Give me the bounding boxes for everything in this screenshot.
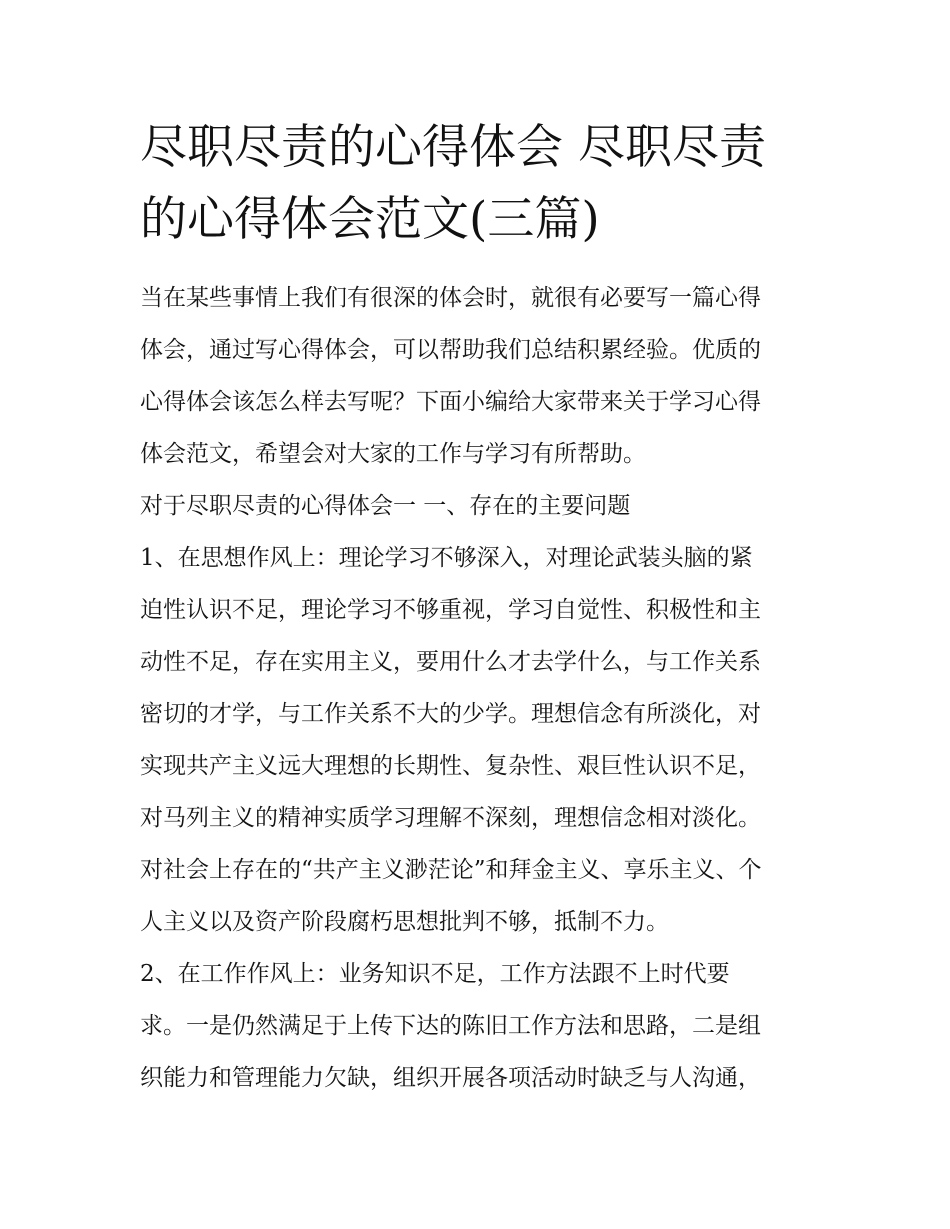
document-title (140, 112, 820, 256)
title-line: 尽职尽责的心得体会 尽职尽责 (140, 120, 766, 175)
paragraph-line: 密切的才学，与工作关系不大的少学。理想信念有所淡化，对 (140, 701, 761, 727)
paragraph-line: 动性不足，存在实用主义，要用什么才去学什么，与工作关系 (140, 649, 761, 675)
paragraph-line: 人主义以及资产阶段腐朽思想批判不够，抵制不力。 (140, 909, 669, 935)
paragraph-line: 1、在思想作风上：理论学习不够深入，对理论武装头脑的紧 (140, 545, 753, 571)
intro-line: 体会范文，希望会对大家的工作与学习有所帮助。 (140, 441, 646, 467)
intro-line: 心得体会该怎么样去写呢？下面小编给大家带来关于学习心得 (140, 389, 761, 415)
document-body (140, 272, 830, 1104)
paragraph-line: 2、在工作作风上：业务知识不足，工作方法跟不上时代要 (140, 961, 730, 987)
paragraph-line: 织能力和管理能力欠缺，组织开展各项活动时缺乏与人沟通， (140, 1065, 761, 1091)
paragraph-line: 求。一是仍然满足于上传下达的陈旧工作方法和思路，二是组 (140, 1013, 761, 1039)
section-heading: 对于尽职尽责的心得体会一 一、存在的主要问题 (140, 493, 631, 519)
title-line: 的心得体会范文(三篇) (140, 192, 600, 247)
intro-line: 体会，通过写心得体会，可以帮助我们总结积累经验。优质的 (140, 337, 761, 363)
intro-line: 当在某些事情上我们有很深的体会时，就很有必要写一篇心得 (140, 285, 761, 311)
paragraph-line: 对马列主义的精神实质学习理解不深刻，理想信念相对淡化。 (140, 805, 761, 831)
paragraph-line: 对社会上存在的“共产主义渺茫论”和拜金主义、享乐主义、个 (140, 857, 762, 883)
paragraph-line: 迫性认识不足，理论学习不够重视，学习自觉性、积极性和主 (140, 597, 761, 623)
paragraph-line: 实现共产主义远大理想的长期性、复杂性、艰巨性认识不足， (140, 753, 761, 779)
